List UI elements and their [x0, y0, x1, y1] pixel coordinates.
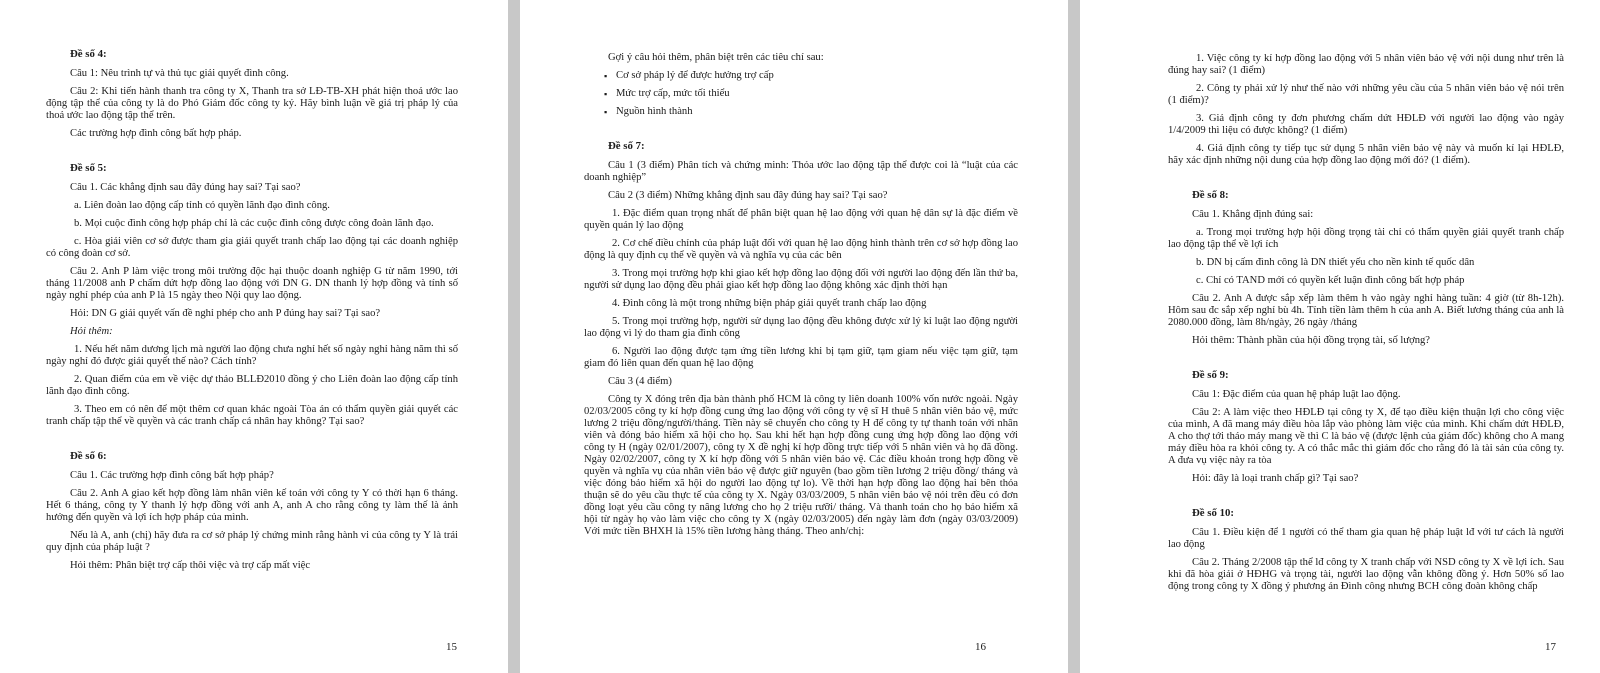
- bullet-list: [584, 70, 1018, 118]
- page-content: [46, 48, 458, 578]
- question-paragraph: Câu 3 (4 điểm): [608, 376, 672, 387]
- sub-question-paragraph: 2. Công ty phải xử lý như thế nào với những yêu cầu của 5 nhân viên bảo vệ nói trên (1 điểm)?: [1168, 83, 1564, 106]
- section-spacer: [1168, 491, 1564, 507]
- question-paragraph: Công ty X đóng trên địa bàn thành phố HCM là công ty liên doanh 100% vốn nước ngoài. Ngày 02/03/2005 công ty kí hợp đồng cung ứng lao động với công ty vệ sĩ H thuê 5 nhân viên bảo vệ, mức lương 2 triệu đồng/người/tháng. Tiền này sẽ chuyển cho công ty H để công ty tự thanh toán với nhân viên và đóng bảo hiểm xã hội cho họ. Sau khi hết hạn hợp đồng cung ứng hợp đồng lao động với công ty H (ngày 02/01/2007), công ty X đề nghị kí hợp đồng trực tiếp với 5 nhân viên và họ đã đồng. Ngày 02/02/2007, công ty X kí hợp đồng với 5 nhân viên bảo vệ. Các điều khoản trong hợp đồng về quyền và nghĩa vụ của nhân viên bảo vệ được giữ nguyên (bao gồm tiền lương 2 triệu đồng/ tháng và việc đóng bảo hiểm xã hội do người lao động tự lo). Về thời hạn hợp đồng lao động hai bên thỏa thuận sẽ do yêu cầu thực tế của công ty X. Ngày 03/03/2009, 5 nhân viên bảo vệ nói trên đều có đơn đồng loạt yêu cầu công ty nâng lương cho họ 2 triệu rưỡi/ tháng. Và thanh toán cho họ bảo hiểm xã hội từ ngày họ vào làm việc cho công ty X (ngày 02/03/2005) đến ngày làm đơn (ngày 03/03/2009) Với mức tiền BHXH là 15% tiền lương hàng tháng. Theo anh/chị:: [584, 394, 1018, 537]
- question-paragraph: Câu 1. Các khẳng định sau đây đúng hay sai? Tại sao?: [70, 182, 301, 193]
- question-paragraph: Câu 2. Anh P làm việc trong môi trường độc hại thuộc doanh nghiệp G từ năm 1990, tới tháng 11/2008 anh P chấm dứt hợp đồng lao động với DN G. DN thanh lý hợp đồng và tính số ngày nghỉ phép của anh P là 15 ngày theo Nội quy lao động.: [46, 266, 458, 301]
- question-paragraph: Câu 2. Anh A giao kết hợp đồng làm nhân viên kế toán với công ty Y có thời hạn 6 tháng. Hết 6 tháng, công ty Y thanh lý hợp đồng với anh A, anh A cho rằng công ty làm thế là ảnh hưởng đến quyền và lợi ích hợp pháp của mình.: [46, 488, 458, 523]
- section-spacer: [46, 434, 458, 450]
- question-paragraph: Các trường hợp đình công bất hợp pháp.: [70, 128, 242, 139]
- sub-question-paragraph: 2. Quan điểm của em về việc dự thảo BLLĐ2010 đồng ý cho Liên đoàn lao động cấp tỉnh lãnh đạo đình công.: [46, 374, 458, 397]
- sub-question-paragraph: 4. Giả định công ty tiếp tục sử dụng 5 nhân viên bảo vệ này và muốn kí lại HĐLĐ, hãy xác định những nội dung của hợp đồng lao động mới đó? (1 điểm).: [1168, 143, 1564, 166]
- sub-question-paragraph: 1. Việc công ty kí hợp đồng lao động với 5 nhân viên bảo vệ với nội dung như trên là đúng hay sai? (1 điểm): [1168, 53, 1564, 76]
- document-page-15: [0, 0, 508, 673]
- question-paragraph: Câu 2. Tháng 2/2008 tập thể lđ công ty X tranh chấp với NSD công ty X về lợi ích. Sau khi đã hòa giải ở HĐHG và trọng tài, người lao động vẫn không đồng ý. Hơn 50% số lao động trong công ty X đồng ý phương án Đình công nhưng BCH công đoàn không chấp: [1168, 557, 1564, 592]
- question-paragraph: Câu 2. Anh A được sắp xếp làm thêm h vào ngày nghỉ hàng tuần: 4 giờ (từ 8h-12h). Hôm sau đc sắp xếp nghỉ bù 4h. Tính tiền làm thêm h của anh A. Biết lương tháng của anh là 2080.000 đồng, làm 8h/ngày, 26 ngày /tháng: [1168, 293, 1564, 328]
- exam-section-heading: Đề số 8:: [1192, 189, 1229, 201]
- page-content: [1168, 53, 1564, 599]
- exam-section-heading: Đề số 4:: [70, 48, 107, 60]
- question-paragraph: Câu 1: Nêu trình tự và thủ tục giải quyết đình công.: [70, 68, 289, 79]
- question-paragraph: Gợi ý câu hỏi thêm, phân biệt trên các tiêu chí sau:: [608, 52, 824, 63]
- question-paragraph: Hỏi thêm: Thành phần của hội đồng trọng tài, số lượng?: [1192, 335, 1430, 346]
- sub-question-paragraph: 4. Đình công là một trong những biện pháp giải quyết tranh chấp lao động: [612, 298, 927, 309]
- question-paragraph: Hỏi: DN G giải quyết vấn đề nghỉ phép cho anh P đúng hay sai? Tại sao?: [70, 308, 381, 319]
- exam-section-heading: Đề số 9:: [1192, 369, 1229, 381]
- sub-question-paragraph: 2. Cơ chế điều chỉnh của pháp luật đối với quan hệ lao động hình thành trên cơ sở hợp đồng lao động là quy định cụ thể về quyền và và nghĩa vụ của các bên: [584, 238, 1018, 261]
- question-paragraph: Hỏi thêm:: [70, 326, 113, 337]
- question-paragraph: Câu 1: Đặc điểm của quan hệ pháp luật lao động.: [1192, 389, 1401, 400]
- section-spacer: [1168, 353, 1564, 369]
- sub-question-paragraph: 1. Nếu hết năm dương lịch mà người lao động chưa nghỉ hết số ngày nghỉ hàng năm thì số ngày nghỉ đó được giải quyết thế nào? Cách tính?: [46, 344, 458, 367]
- page-number: 17: [1545, 641, 1556, 653]
- page-content: [584, 52, 1018, 544]
- sub-question-paragraph: b. DN bị cấm đình công là DN thiết yếu cho nền kinh tế quốc dân: [1196, 257, 1475, 268]
- question-paragraph: Câu 1. Điều kiện để 1 người có thể tham gia quan hệ pháp luật lđ với tư cách là người lao động: [1168, 527, 1564, 550]
- exam-section-heading: Đề số 7:: [608, 140, 645, 152]
- question-paragraph: Hỏi thêm: Phân biệt trợ cấp thôi việc và trợ cấp mất việc: [70, 560, 311, 571]
- sub-question-paragraph: 5. Trong mọi trường hợp, người sử dụng lao động đều không được xử lý kỉ luật lao động người lao động vì lý do tham gia đình công: [584, 316, 1018, 339]
- question-paragraph: Nếu là A, anh (chị) hãy đưa ra cơ sở pháp lý chứng minh rằng hành vi của công ty Y là trái quy định của pháp luật ?: [46, 530, 458, 553]
- bullet-item: ▪ Nguồn hình thành: [616, 106, 1018, 118]
- section-spacer: [1168, 173, 1564, 189]
- question-paragraph: Câu 1 (3 điểm) Phân tích và chứng minh: Thỏa ước lao động tập thể được coi là “luật của các doanh nghiệp”: [584, 160, 1018, 183]
- question-paragraph: Câu 1. Khẳng định đúng sai:: [1192, 209, 1314, 220]
- bullet-item: ▪ Mức trợ cấp, mức tối thiểu: [616, 88, 1018, 100]
- sub-question-paragraph: a. Trong mọi trường hợp hội đồng trọng tài chỉ có thẩm quyền giải quyết tranh chấp lao động tập thể về lợi ích: [1168, 227, 1564, 250]
- sub-question-paragraph: 3. Theo em có nên để một thêm cơ quan khác ngoài Tòa án có thẩm quyền giải quyết các tranh chấp tập thể về quyền và các tranh chấp cá nhân hay không? Tại sao?: [46, 404, 458, 427]
- question-paragraph: Câu 2: Khi tiến hành thanh tra công ty X, Thanh tra sở LĐ-TB-XH phát hiện thoả ước lao động tập thể của công ty là do Phó Giám đốc công ty ký. Hãy bình luận về giá trị pháp lý của thoả ước lao động tập thể trên.: [46, 86, 458, 121]
- exam-section-heading: Đề số 10:: [1192, 507, 1234, 519]
- page-number: 16: [975, 641, 986, 653]
- exam-section-heading: Đề số 6:: [70, 450, 107, 462]
- bullet-item: ▪ Cơ sở pháp lý để được hưởng trợ cấp: [616, 70, 1018, 82]
- sub-question-paragraph: c. Hòa giải viên cơ sở được tham gia giải quyết tranh chấp lao động tại các doanh nghiệp có công đoàn cơ sở.: [46, 236, 458, 259]
- page-number: 15: [446, 641, 457, 653]
- section-spacer: [46, 146, 458, 162]
- sub-question-paragraph: a. Liên đoàn lao động cấp tỉnh có quyền lãnh đạo đình công.: [74, 200, 330, 211]
- sub-question-paragraph: 6. Người lao động được tạm ứng tiền lương khi bị tạm giữ, tạm giam nếu việc tạm giữ, tạm giam đó liên quan đến quan hệ lao động: [584, 346, 1018, 369]
- sub-question-paragraph: 3. Trong mọi trường hợp khi giao kết hợp đồng lao động đối với người lao động đến lần thứ ba, người sử dụng lao động đều phải giao kết hợp đồng lao động không xác định thời hạn: [584, 268, 1018, 291]
- sub-question-paragraph: c. Chỉ có TAND mới có quyền kết luận đình công bất hợp pháp: [1196, 275, 1465, 286]
- sub-question-paragraph: 3. Giả định công ty đơn phương chấm dứt HĐLĐ với người lao động vào ngày 1/4/2009 thì liệu có được không? (1 điểm): [1168, 113, 1564, 136]
- question-paragraph: Câu 1. Các trường hợp đình công bất hợp pháp?: [70, 470, 274, 481]
- question-paragraph: Hỏi: đây là loại tranh chấp gì? Tại sao?: [1192, 473, 1359, 484]
- document-page-17: [1080, 0, 1600, 673]
- question-paragraph: Câu 2 (3 điểm) Những khẳng định sau đây đúng hay sai? Tại sao?: [608, 190, 888, 201]
- document-page-16: [520, 0, 1068, 673]
- sub-question-paragraph: 1. Đặc điểm quan trọng nhất để phân biệt quan hệ lao động với quan hệ dân sự là đặc điểm về quyền quản lý lao động: [584, 208, 1018, 231]
- sub-question-paragraph: b. Mọi cuộc đình công hợp pháp chỉ là các cuộc đình công được công đoàn lãnh đạo.: [74, 218, 434, 229]
- exam-section-heading: Đề số 5:: [70, 162, 107, 174]
- question-paragraph: Câu 2: A làm việc theo HĐLĐ tại công ty X, để tạo điều kiện thuận lợi cho công việc của mình, A đã mang máy điều hòa lắp vào phòng làm việc của mình. Khi chấm dứt HĐLĐ, A cho thợ tới tháo máy mang về thì C là bảo vệ (được lệnh của giám đốc) không cho A mang máy điều hòa ra khỏi công ty. A có thắc mắc thì giám đốc cho rằng đó là tài sản của công ty. A đưa vụ việc này ra tòa: [1168, 407, 1564, 466]
- section-spacer: [584, 124, 1018, 140]
